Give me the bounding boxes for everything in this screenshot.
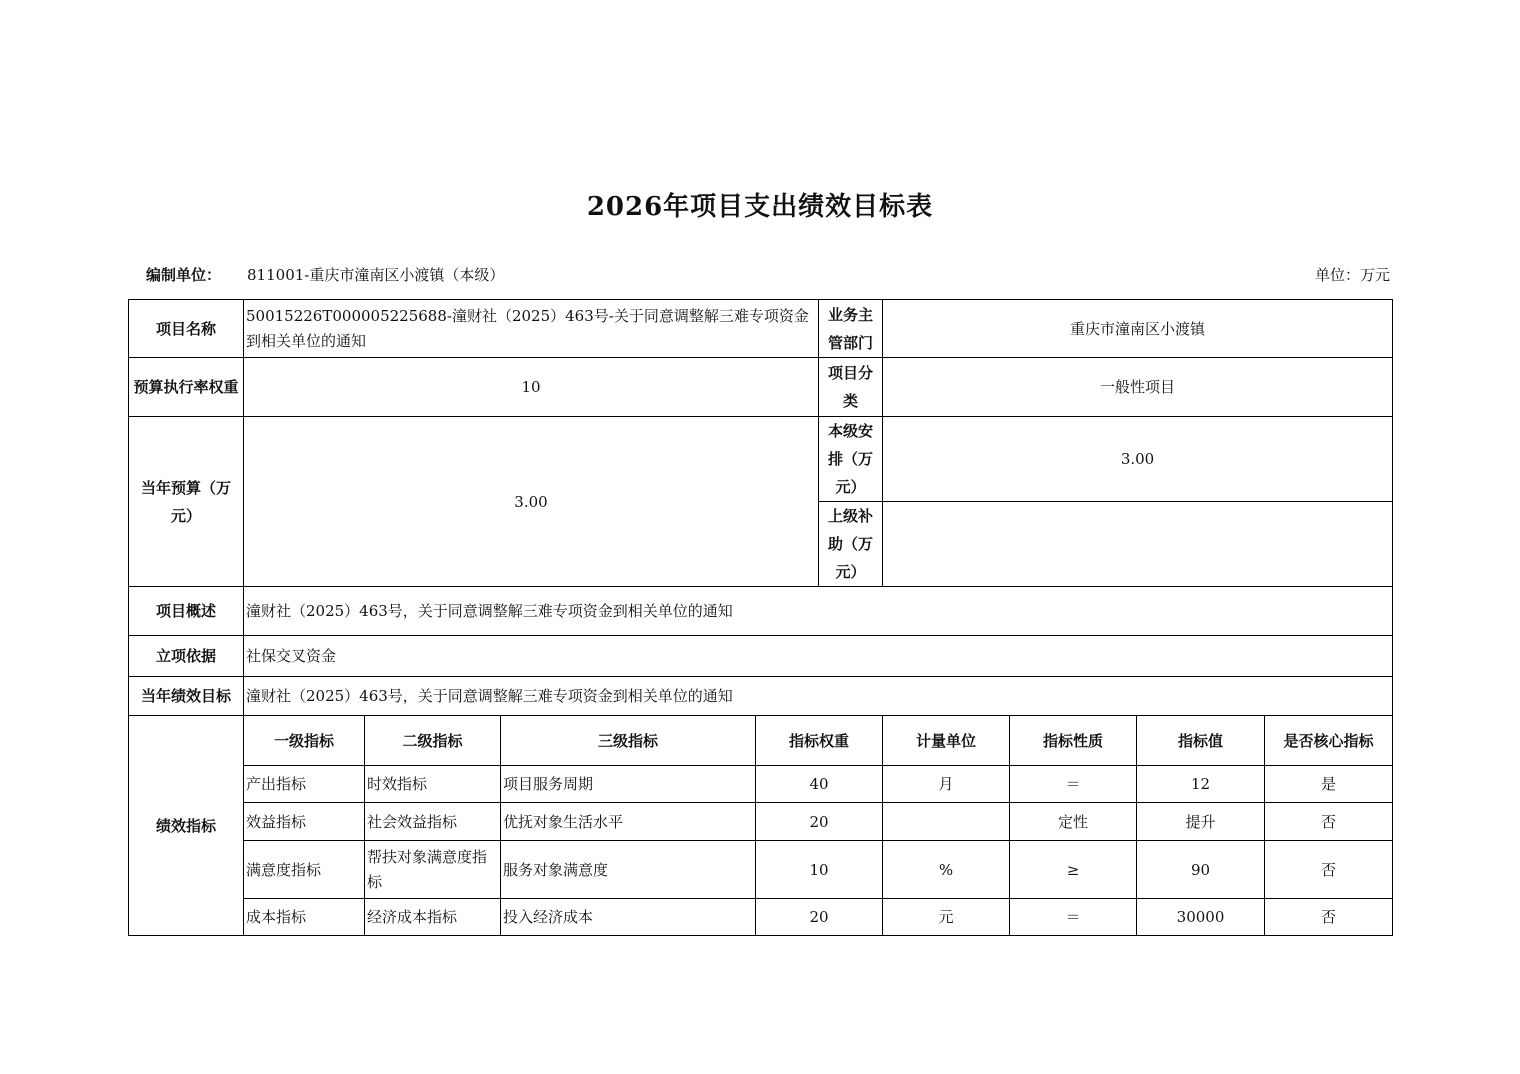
- level1-cell: 成本指标: [244, 899, 365, 936]
- category-label: 项目分类: [819, 358, 883, 417]
- goal-label: 当年绩效目标: [129, 677, 244, 716]
- level2-cell: 帮扶对象满意度指标: [365, 841, 501, 899]
- exec-weight-value: 10: [244, 358, 819, 417]
- level3-cell: 服务对象满意度: [501, 841, 756, 899]
- level1-cell: 效益指标: [244, 803, 365, 841]
- header-nature: 指标性质: [1010, 716, 1137, 766]
- local-arrangement-label: 本级安排（万元）: [819, 417, 883, 502]
- project-name-label: 项目名称: [129, 300, 244, 358]
- header-level3: 三级指标: [501, 716, 756, 766]
- value-cell: 90: [1137, 841, 1265, 899]
- dept-label: 业务主管部门: [819, 300, 883, 358]
- level3-cell: 项目服务周期: [501, 766, 756, 803]
- level2-cell: 社会效益指标: [365, 803, 501, 841]
- compiling-unit-value: 811001-重庆市潼南区小渡镇（本级）: [247, 266, 505, 284]
- nature-cell: ＝: [1010, 899, 1137, 936]
- unit-cell: 月: [883, 766, 1010, 803]
- indicator-row: [129, 899, 1393, 936]
- unit-cell: %: [883, 841, 1010, 899]
- level3-cell: 优抚对象生活水平: [501, 803, 756, 841]
- category-value: 一般性项目: [883, 358, 1393, 417]
- value-cell: 12: [1137, 766, 1265, 803]
- core-cell: 否: [1265, 803, 1393, 841]
- compiling-unit: [146, 264, 504, 285]
- indicator-header-row: [129, 716, 1393, 766]
- goal-value: 潼财社（2025）463号，关于同意调整解三难专项资金到相关单位的通知: [244, 677, 1393, 716]
- basis-label: 立项依据: [129, 636, 244, 677]
- value-cell: 提升: [1137, 803, 1265, 841]
- level1-cell: 产出指标: [244, 766, 365, 803]
- performance-table: [128, 299, 1393, 936]
- weight-cell: 20: [756, 803, 883, 841]
- value-cell: 30000: [1137, 899, 1265, 936]
- exec-weight-label: 预算执行率权重: [129, 358, 244, 417]
- header-level2: 二级指标: [365, 716, 501, 766]
- basis-value: 社保交叉资金: [244, 636, 1393, 677]
- budget-label: 当年预算（万元）: [129, 417, 244, 587]
- superior-subsidy-value: [883, 502, 1393, 587]
- page-title: 2026年项目支出绩效目标表: [586, 192, 934, 222]
- level1-cell: 满意度指标: [244, 841, 365, 899]
- weight-cell: 10: [756, 841, 883, 899]
- level2-cell: 时效指标: [365, 766, 501, 803]
- core-cell: 是: [1265, 766, 1393, 803]
- header-value: 指标值: [1137, 716, 1265, 766]
- header-unit: 计量单位: [883, 716, 1010, 766]
- nature-cell: 定性: [1010, 803, 1137, 841]
- overview-label: 项目概述: [129, 587, 244, 636]
- weight-cell: 40: [756, 766, 883, 803]
- budget-value: 3.00: [244, 417, 819, 587]
- level2-cell: 经济成本指标: [365, 899, 501, 936]
- header-core: 是否核心指标: [1265, 716, 1393, 766]
- unit-cell: [883, 803, 1010, 841]
- indicator-row: [129, 766, 1393, 803]
- weight-cell: 20: [756, 899, 883, 936]
- indicators-label: 绩效指标: [129, 716, 244, 936]
- indicator-row: [129, 841, 1393, 899]
- indicator-row: [129, 803, 1393, 841]
- project-name-value: 50015226T000005225688-潼财社（2025）463号-关于同意调整解三难专项资金到相关单位的通知: [244, 300, 819, 358]
- dept-value: 重庆市潼南区小渡镇: [883, 300, 1393, 358]
- core-cell: 否: [1265, 899, 1393, 936]
- header-level1: 一级指标: [244, 716, 365, 766]
- unit-cell: 元: [883, 899, 1010, 936]
- nature-cell: ＝: [1010, 766, 1137, 803]
- currency-unit: 单位：万元: [1314, 266, 1390, 284]
- nature-cell: ≥: [1010, 841, 1137, 899]
- core-cell: 否: [1265, 841, 1393, 899]
- level3-cell: 投入经济成本: [501, 899, 756, 936]
- compiling-unit-label: 编制单位：: [146, 266, 222, 284]
- superior-subsidy-label: 上级补助（万元）: [819, 502, 883, 587]
- header-weight: 指标权重: [756, 716, 883, 766]
- local-arrangement-value: 3.00: [883, 417, 1393, 502]
- overview-value: 潼财社（2025）463号，关于同意调整解三难专项资金到相关单位的通知: [244, 587, 1393, 636]
